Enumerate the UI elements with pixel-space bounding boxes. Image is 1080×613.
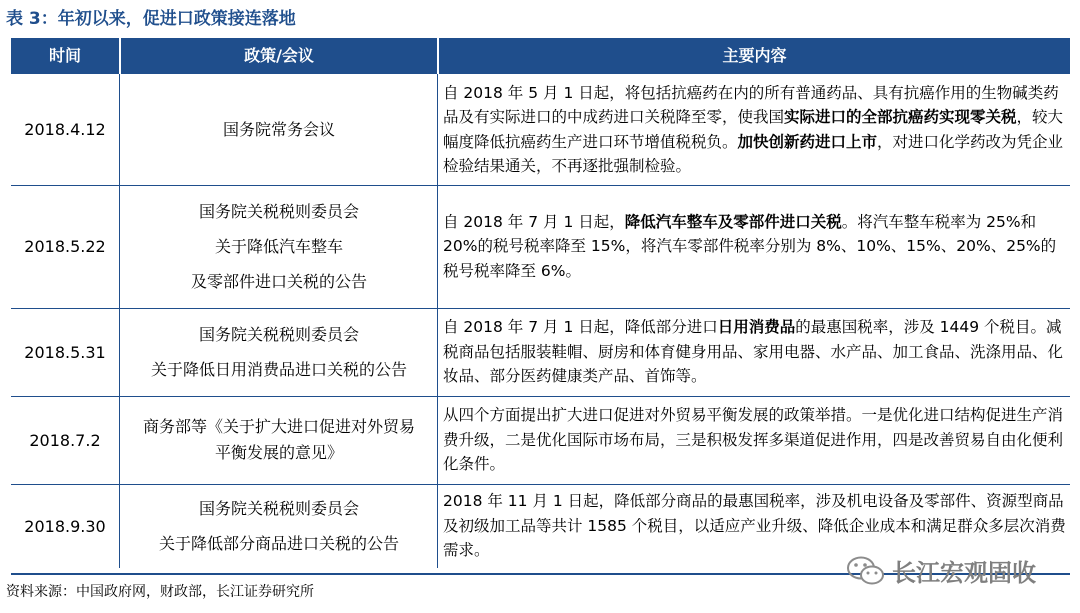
content-emphasis: 加快创新药进口上市 bbox=[737, 132, 878, 151]
table-caption: 表 3：年初以来，促进口政策接连落地 bbox=[6, 9, 296, 29]
table-row bbox=[11, 74, 1070, 185]
content-text: 的最惠国税率，涉及 1449 个税目。减税商品包括服装鞋帽、厨房和体育健身用品、家用电器、水产品、加工食品、洗涤用品、化妆品、部分医药健康类产品、首饰等。 bbox=[443, 318, 1064, 386]
column-divider bbox=[437, 185, 438, 308]
row-date: 2018.9.30 bbox=[24, 516, 106, 536]
policy-line: 国务院关税税则委员会 bbox=[198, 324, 359, 344]
content-text: ，较大幅度降低抗癌药生产进口环节增值税税负。 bbox=[443, 108, 1064, 151]
row-policy bbox=[121, 185, 437, 308]
watermark bbox=[846, 553, 1036, 588]
content-text: 自 2018 年 7 月 1 日起， bbox=[443, 212, 625, 231]
row-content bbox=[439, 308, 1068, 396]
row-policy bbox=[121, 308, 437, 396]
row-date: 2018.4.12 bbox=[24, 120, 106, 139]
policy-line: 关于降低汽车整车 bbox=[214, 236, 343, 256]
table-row bbox=[11, 185, 1070, 308]
row-policy bbox=[121, 74, 437, 185]
policy-line: 国务院关税税则委员会 bbox=[198, 201, 359, 221]
policy-line: 商务部等《关于扩大进口促进对外贸易 bbox=[142, 417, 415, 436]
watermark-text: 长江宏观固收 bbox=[892, 559, 1036, 587]
row-policy bbox=[121, 484, 437, 568]
content-text: 从四个方面提出扩大进口促进对外贸易平衡发展的政策举措。一是优化进口结构促进生产消费升级，二是优化国际市场布局，三是积极发挥多渠道促进作用，四是改善贸易自由化便利化条件。 bbox=[443, 406, 1064, 474]
column-divider bbox=[119, 308, 120, 396]
content-text: 2018 年 11 月 1 日起，降低部分商品的最惠国税率，涉及机电设备及零部件、资源型商品及初级加工品等共计 1585 个税目，以适应产业升级、降低企业成本和满足群众多层次消费需求。 bbox=[443, 492, 1066, 560]
row-policy bbox=[121, 396, 437, 484]
table-row bbox=[11, 308, 1070, 396]
policy-line: 国务院常务会议 bbox=[222, 119, 335, 139]
row-content bbox=[439, 396, 1068, 484]
policy-line: 及零部件进口关税的公告 bbox=[190, 271, 367, 291]
column-divider bbox=[437, 308, 438, 396]
column-divider bbox=[437, 396, 438, 484]
column-divider bbox=[119, 74, 120, 185]
policy-table bbox=[11, 38, 1070, 568]
header-policy: 政策/会议 bbox=[244, 46, 314, 65]
header-content: 主要内容 bbox=[722, 46, 787, 65]
row-content bbox=[439, 185, 1068, 308]
policy-line: 国务院关税税则委员会 bbox=[198, 498, 359, 518]
policy-line: 平衡发展的意见》 bbox=[214, 443, 343, 462]
content-emphasis: 降低汽车整车及零部件进口关税 bbox=[624, 212, 842, 231]
table-header bbox=[11, 38, 1070, 74]
content-text: 自 2018 年 7 月 1 日起，降低部分进口 bbox=[443, 318, 718, 337]
table-row bbox=[11, 396, 1070, 484]
content-text: 自 2018 年 5 月 1 日起，将包括抗癌药在内的所有普通药品、具有抗癌作用的生物碱类药品及有实际进口的中成药进口关税降至零，使我国 bbox=[443, 83, 1059, 126]
row-date: 2018.5.22 bbox=[24, 237, 106, 256]
content-text: ，对进口化学药改为凭企业检验结果通关，不再逐批强制检验。 bbox=[443, 132, 1064, 175]
column-divider bbox=[119, 484, 120, 568]
row-date: 2018.7.2 bbox=[29, 430, 101, 450]
source-note: 资料来源：中国政府网，财政部，长江证券研究所 bbox=[6, 584, 314, 600]
content-emphasis: 实际进口的全部抗癌药实现零关税 bbox=[784, 108, 1017, 126]
column-divider bbox=[119, 185, 120, 308]
header-date: 时间 bbox=[48, 46, 81, 65]
content-emphasis: 日用消费品 bbox=[717, 318, 796, 337]
column-divider bbox=[119, 396, 120, 484]
policy-line: 关于降低部分商品进口关税的公告 bbox=[158, 533, 399, 553]
wechat-icon bbox=[846, 555, 886, 587]
content-text: 。将汽车整车税率为 25%和 20%的税号税率降至 15%，将汽车零部件税率分别为 8%、10%、15%、20%、25%的税号税率降至 6%。 bbox=[443, 212, 1057, 280]
policy-line: 关于降低日用消费品进口关税的公告 bbox=[150, 359, 407, 379]
column-divider bbox=[437, 484, 438, 568]
row-content bbox=[439, 74, 1068, 185]
row-date: 2018.5.31 bbox=[24, 342, 106, 362]
column-divider bbox=[437, 74, 438, 185]
